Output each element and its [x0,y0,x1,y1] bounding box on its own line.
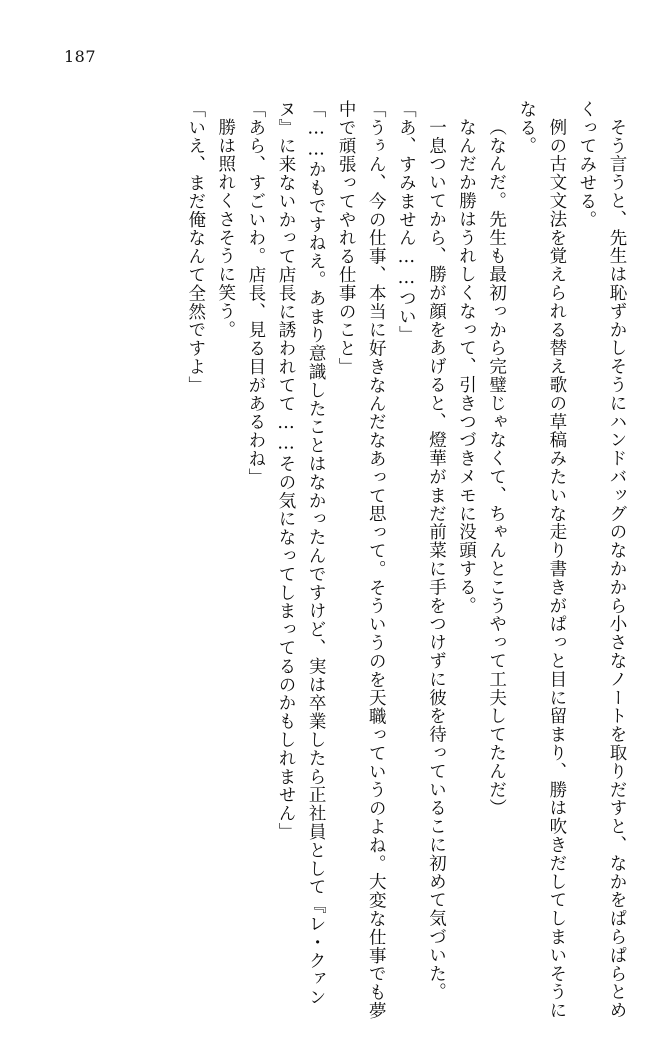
paragraph-dialogue: 「あら、すごいわ。店長、見る目があるわね」 [245,100,266,487]
paragraph: なんだか勝はうれしくなって、引きつづきメモに没頭する。 [456,117,477,615]
paragraph-dialogue: 「あ、すみません……つい」 [396,100,417,345]
paragraph: 勝は照れくさそうに笑う。 [215,117,236,339]
paragraph: そう言うと、先生は恥ずかしそうにハンドバッグのなかから小さなノートを取りだすと、なかをぱらぱらとめくってみせる。 [576,100,627,1020]
paragraph: （なんだ。先生も最初っから完璧じゃなくて、ちゃんとこうやって工夫してたんだ） [486,117,507,817]
page-body-text [42,100,632,1030]
paragraph-dialogue: 「うぅん、今の仕事、本当に好きなんだなあって思って。そういうのを天職っていうのよね。大変な仕事でも夢中で頑張ってやれる仕事のこと」 [336,100,387,1020]
paragraph-dialogue: 「……かもですねえ。あまり意識したことはなかったんですけど、実は卒業したら正社員として『レ・クァンヌ』に来ないかって店長に誘われてて……その気になってしまってるのかもしれません」 [275,100,327,1007]
paragraph: 例の古文文法を覚えられる替え歌の草稿みたいな走り書きがぱっと目に留まり、勝は吹きだしてしまいそうになる。 [516,100,567,1020]
paragraph: 一息ついてから、勝が顔をあげると、燈華がまだ前菜に手をつけずに彼を待っているこに初めて気づいた。 [426,117,447,1001]
page-number: 187 [64,47,97,66]
paragraph-dialogue: 「いえ、まだ俺なんて全然ですよ」 [185,100,206,395]
